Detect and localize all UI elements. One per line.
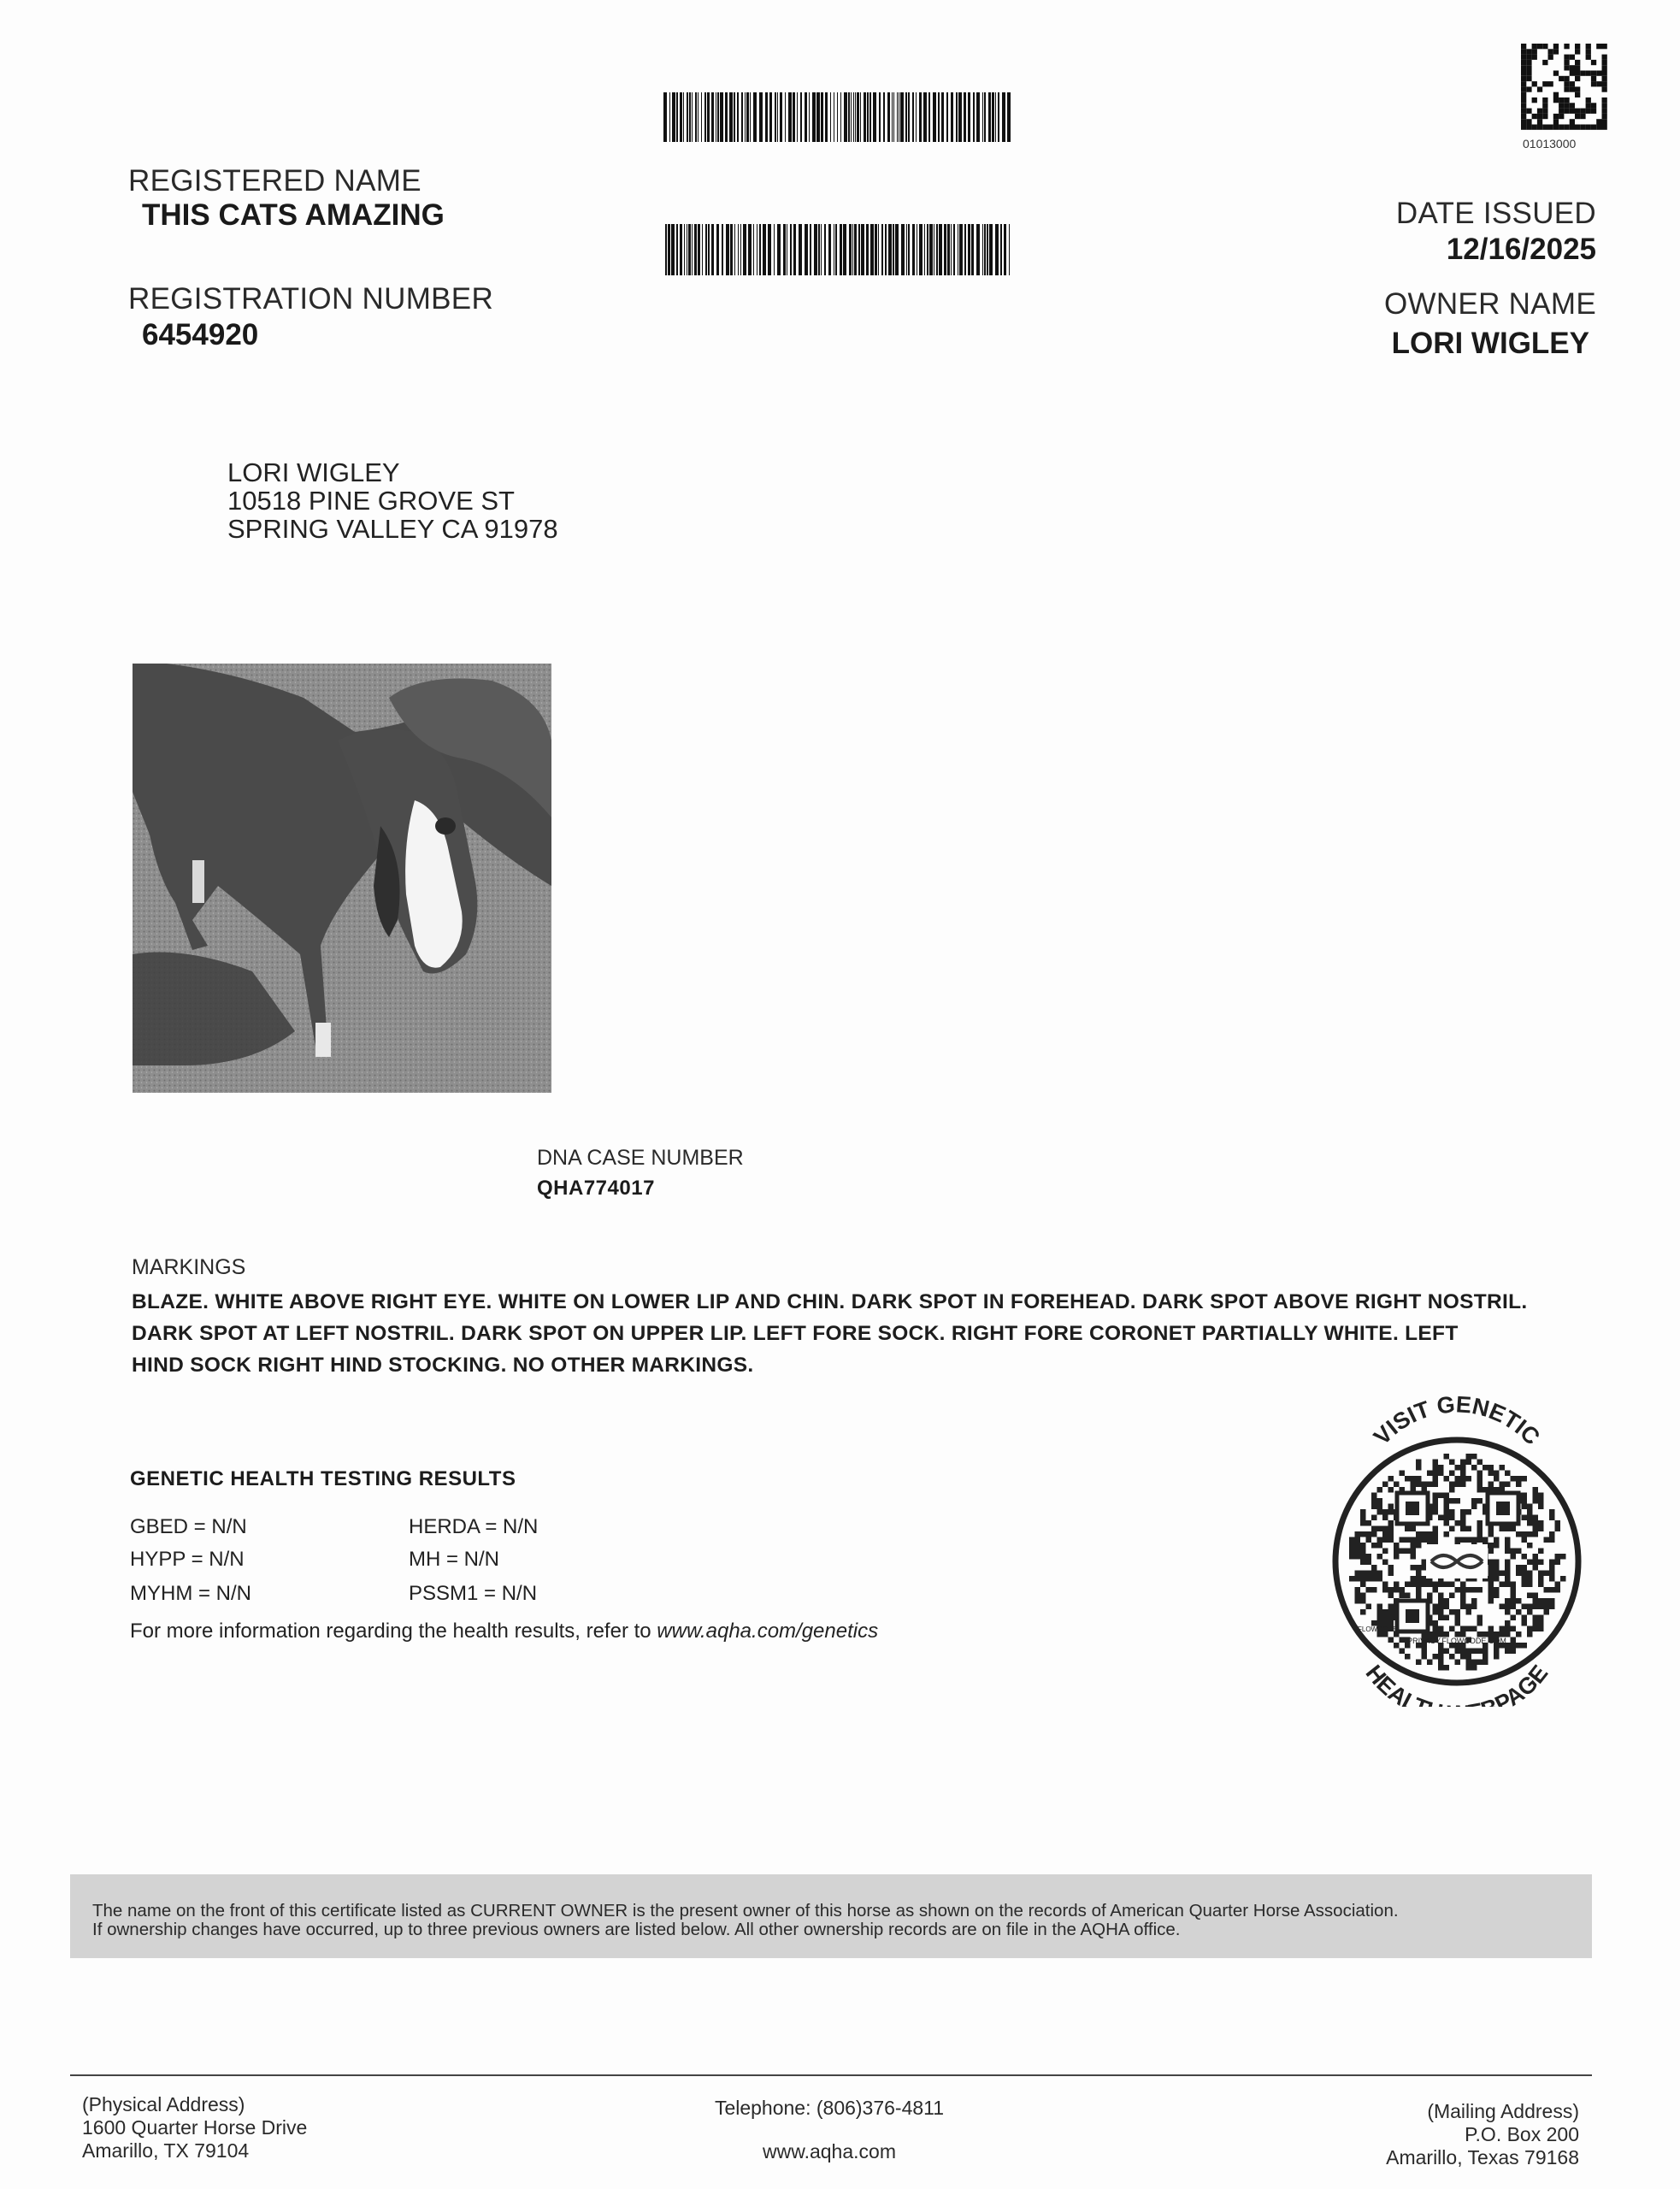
address-line-3: SPRING VALLEY CA 91978 (227, 514, 558, 544)
barcode-bar (722, 224, 723, 275)
barcode-bar (998, 92, 999, 142)
barcode-bar (828, 224, 831, 275)
barcode-bar (763, 224, 766, 275)
genetics-info (130, 1620, 878, 1643)
barcode-bar (783, 224, 786, 275)
barcode-bar (671, 224, 675, 275)
barcode-bar (743, 224, 746, 275)
barcode-bar (790, 224, 792, 275)
genetic-result-hypp: HYPP = N/N (130, 1548, 245, 1571)
barcode-bar (777, 224, 781, 275)
barcode-bar (939, 224, 942, 275)
barcode-bar (769, 92, 772, 142)
barcode-bar (837, 92, 838, 142)
dna-case-label: DNA CASE NUMBER (537, 1146, 744, 1170)
barcode-bar (976, 224, 980, 275)
barcode-bar (849, 224, 852, 275)
barcode-bar (774, 224, 775, 275)
barcode-bar (746, 92, 749, 142)
barcode-bar (729, 92, 733, 142)
barcode-bar (704, 92, 706, 142)
barcode-bar (750, 92, 751, 142)
barcode-bar (947, 224, 950, 275)
barcode-bar (793, 92, 795, 142)
barcode-bar (768, 224, 771, 275)
mailing-address-label: (Mailing Address) (1427, 2100, 1579, 2122)
barcode-bar (973, 92, 975, 142)
barcode-bar (734, 224, 735, 275)
barcode-bar (777, 92, 778, 142)
barcode-bar (708, 224, 710, 275)
barcode-bar (861, 224, 864, 275)
barcode-bar (680, 92, 682, 142)
barcode-bar (857, 92, 859, 142)
contact-info (598, 2097, 1060, 2163)
mailing-address-line-1: P.O. Box 200 (1465, 2123, 1579, 2145)
barcode-bar (853, 92, 854, 142)
owner-name-label: OWNER NAME (1384, 287, 1596, 321)
genetics-info-text: For more information regarding the health results, refer to (130, 1620, 651, 1643)
barcode-bar (885, 224, 887, 275)
genetic-result-herda: HERDA = N/N (409, 1515, 539, 1538)
barcode-bar (702, 224, 703, 275)
barcode-bar (840, 224, 842, 275)
barcode-bar (741, 92, 743, 142)
barcode-bar (953, 224, 955, 275)
genetic-result-myhm: MYHM = N/N (130, 1582, 252, 1605)
svg-text:PRIVACY.FLOWCODE.COM: PRIVACY.FLOWCODE.COM (1407, 1637, 1506, 1645)
barcode-bar (711, 224, 714, 275)
barcode-bar (956, 92, 958, 142)
barcode-bar (676, 92, 678, 142)
barcode-bar (929, 224, 933, 275)
registered-name: THIS CATS AMAZING (142, 198, 445, 232)
horse-photo (133, 664, 551, 1093)
barcode-bar (824, 224, 826, 275)
barcode-bar (821, 224, 822, 275)
barcode-bar (964, 92, 966, 142)
barcode-bar (753, 92, 757, 142)
dna-case-number: QHA774017 (537, 1177, 655, 1200)
barcode-bar (717, 92, 719, 142)
markings-line-2: DARK SPOT AT LEFT NOSTRIL. DARK SPOT ON UPPER LIP. LEFT FORE SOCK. RIGHT FORE CORONET PARTIALLY WHITE. LEFT (132, 1322, 1459, 1345)
barcode-bar (908, 92, 910, 142)
barcode-bar (797, 92, 798, 142)
svg-text:FLOWCODE: FLOWCODE (1358, 1626, 1398, 1633)
barcode-bar (759, 224, 761, 275)
barcode-bar (919, 92, 922, 142)
barcode-bar (900, 92, 904, 142)
barcode-bar (864, 92, 866, 142)
barcode-bar (663, 92, 667, 142)
barcode-bar (687, 92, 688, 142)
qr-top-text: VISIT GENETIC (1368, 1391, 1546, 1450)
barcode-bar (698, 224, 700, 275)
barcode-bar (908, 224, 910, 275)
barcode-bar (968, 224, 970, 275)
telephone: Telephone: (806)376-4811 (714, 2097, 945, 2119)
barcode-bar (748, 224, 752, 275)
barcode-bar (812, 92, 816, 142)
barcode-bar (924, 224, 925, 275)
registration-number-label: REGISTRATION NUMBER (128, 282, 494, 316)
barcode-bar (818, 224, 820, 275)
barcode-bottom (665, 224, 1014, 275)
barcode-bar (995, 224, 999, 275)
physical-address-line-1: 1600 Quarter Horse Drive (82, 2116, 308, 2139)
barcode-bar (665, 224, 667, 275)
barcode-bar (740, 224, 741, 275)
barcode-bar (737, 92, 739, 142)
barcode-bar (1004, 224, 1006, 275)
barcode-bar (730, 224, 733, 275)
barcode-bar (684, 224, 685, 275)
barcode-bar (788, 92, 792, 142)
barcode-bar (672, 92, 675, 142)
barcode-bar (982, 92, 983, 142)
barcode-bar (879, 92, 881, 142)
barcode-bar (707, 92, 710, 142)
barcode-bar (785, 92, 786, 142)
genetic-result-pssm1: PSSM1 = N/N (409, 1582, 538, 1605)
barcode-bar (676, 224, 678, 275)
barcode-bar (964, 224, 966, 275)
barcode-bar (866, 224, 869, 275)
barcode-bar (848, 92, 850, 142)
notice-line-2: If ownership changes have occurred, up to three previous owners are listed below. All other ownership records are on file in the AQHA office. (92, 1920, 1181, 1939)
barcode-bar (959, 224, 963, 275)
genetics-link[interactable]: www.aqha.com/genetics (657, 1620, 879, 1643)
barcode-bar (870, 224, 874, 275)
barcode-bar (941, 92, 944, 142)
footer-divider (70, 2074, 1592, 2076)
barcode-bar (984, 92, 986, 142)
mailing-address (227, 458, 558, 543)
barcode-bar (897, 92, 898, 142)
barcode-bar (726, 224, 729, 275)
barcode-bar (705, 224, 707, 275)
barcode-bar (851, 92, 852, 142)
barcode-bar (668, 224, 670, 275)
barcode-bar (692, 224, 693, 275)
markings-line-3: HIND SOCK RIGHT HIND STOCKING. NO OTHER MARKINGS. (132, 1354, 754, 1377)
barcode-bar (1009, 224, 1010, 275)
owner-name: LORI WIGLEY (1391, 327, 1589, 360)
barcode-bar (793, 224, 796, 275)
barcode-bar (878, 224, 879, 275)
barcode-bar (852, 224, 853, 275)
date-issued: 12/16/2025 (1446, 233, 1596, 266)
barcode-bar (800, 92, 802, 142)
barcode-bar (825, 92, 828, 142)
barcode-bar (893, 224, 894, 275)
barcode-bar (695, 92, 697, 142)
markings-line-1: BLAZE. WHITE ABOVE RIGHT EYE. WHITE ON LOWER LIP AND CHIN. DARK SPOT IN FOREHEAD. DARK SPOT ABOVE RIGHT NOSTRIL. (132, 1290, 1528, 1313)
genetic-result-mh: MH = N/N (409, 1548, 500, 1571)
barcode-bar (1007, 92, 1011, 142)
barcode-bar (809, 92, 810, 142)
barcode-bar (873, 92, 876, 142)
barcode-bar (701, 92, 702, 142)
barcode-bar (958, 92, 962, 142)
barcode-bar (692, 92, 693, 142)
barcode-bar (689, 92, 691, 142)
barcode-bar (1000, 224, 1002, 275)
barcode-bar (830, 92, 831, 142)
barcode-bar (976, 92, 980, 142)
barcode-bar (912, 92, 914, 142)
barcode-bar (992, 92, 994, 142)
barcode-bar (1002, 92, 1005, 142)
barcode-bar (844, 92, 847, 142)
barcode-bar (951, 92, 953, 142)
barcode-bar (936, 224, 938, 275)
barcode-bar (683, 92, 684, 142)
address-line-1: LORI WIGLEY (227, 457, 400, 487)
qr-bottom-text: HEAL PAGE (1360, 1660, 1553, 1707)
barcode-bar (875, 224, 877, 275)
barcode-bar (858, 224, 860, 275)
mailing-address-line-2: Amarillo, Texas 79168 (1386, 2146, 1579, 2168)
barcode-bar (888, 224, 892, 275)
barcode-bar (805, 92, 807, 142)
barcode-bar (946, 92, 948, 142)
barcode-bar (892, 92, 893, 142)
markings-text (132, 1286, 1619, 1381)
barcode-bar (738, 224, 739, 275)
barcode-bar (916, 92, 917, 142)
ownership-notice (70, 1874, 1592, 1958)
barcode-bar (887, 92, 890, 142)
website-link[interactable]: www.aqha.com (763, 2140, 896, 2162)
barcode-bar (814, 224, 817, 275)
barcode-bar (680, 224, 682, 275)
registration-number: 6454920 (142, 318, 259, 351)
mailing-address-footer (1386, 2100, 1579, 2169)
barcode-bar (938, 92, 940, 142)
notice-line-1: The name on the front of this certificate listed as CURRENT OWNER is the present owner of this horse as shown on the records of American Quarter Horse Association. (92, 1901, 1399, 1921)
barcode-bar (919, 224, 923, 275)
barcode-bar (883, 92, 885, 142)
barcode-bar (716, 224, 719, 275)
barcode-bar (869, 92, 871, 142)
registered-name-label: REGISTERED NAME (128, 164, 421, 198)
barcode-bar (775, 92, 776, 142)
barcode-bar (971, 224, 974, 275)
barcode-bar (753, 224, 754, 275)
barcode-bar (987, 224, 988, 275)
barcode-bar (810, 224, 811, 275)
barcode-bar (759, 92, 763, 142)
markings-label: MARKINGS (132, 1255, 246, 1279)
barcode-bar (989, 224, 993, 275)
physical-address-line-2: Amarillo, TX 79104 (82, 2139, 250, 2162)
barcode-bar (995, 92, 996, 142)
date-issued-label: DATE ISSUED (1395, 197, 1596, 230)
barcode-bar (944, 224, 946, 275)
barcode-bar (867, 92, 869, 142)
barcode-bar (711, 92, 714, 142)
barcode-bar (923, 92, 927, 142)
barcode-bar (906, 224, 907, 275)
genetics-heading: GENETIC HEALTH TESTING RESULTS (130, 1467, 516, 1490)
barcode-bar (805, 224, 808, 275)
barcode-bar (725, 92, 728, 142)
barcode-bar (780, 92, 782, 142)
barcode-bar (933, 92, 936, 142)
address-line-2: 10518 PINE GROVE ST (227, 486, 515, 516)
barcode-bar (988, 92, 991, 142)
barcode-bar (734, 92, 735, 142)
barcode-bar (927, 224, 928, 275)
barcode-bar (912, 224, 915, 275)
physical-address (82, 2093, 307, 2162)
genetic-result-gbed: GBED = N/N (130, 1515, 247, 1538)
barcode-bar (968, 92, 970, 142)
barcode-bar (928, 92, 930, 142)
barcode-bar (799, 224, 802, 275)
genetic-health-qr-badge[interactable] (1323, 1390, 1590, 1707)
barcode-bar (669, 92, 670, 142)
barcode-bar (881, 224, 883, 275)
barcode-bar (951, 224, 952, 275)
barcode-bar (982, 224, 983, 275)
barcode-bar (843, 224, 846, 275)
barcode-bar (835, 224, 837, 275)
barcode-bar (840, 92, 842, 142)
barcode-bar (905, 92, 907, 142)
datamatrix-number: 01013000 (1523, 137, 1577, 150)
physical-address-label: (Physical Address) (82, 2093, 245, 2115)
barcode-bar (698, 92, 699, 142)
barcode-bar (745, 92, 746, 142)
datamatrix-code (1520, 43, 1609, 130)
barcode-bar (854, 224, 857, 275)
barcode-bar (860, 92, 861, 142)
barcode-bar (816, 92, 820, 142)
barcode-bar (694, 224, 697, 275)
barcode-bar (720, 92, 723, 142)
barcode-bar (688, 224, 691, 275)
barcode-bar (984, 224, 986, 275)
barcode-bar (895, 224, 899, 275)
barcode-bar (821, 92, 823, 142)
barcode-bar (765, 92, 768, 142)
barcode-bar (893, 92, 894, 142)
barcode-top (663, 92, 1012, 142)
barcode-bar (901, 224, 905, 275)
barcode-bar (855, 92, 856, 142)
